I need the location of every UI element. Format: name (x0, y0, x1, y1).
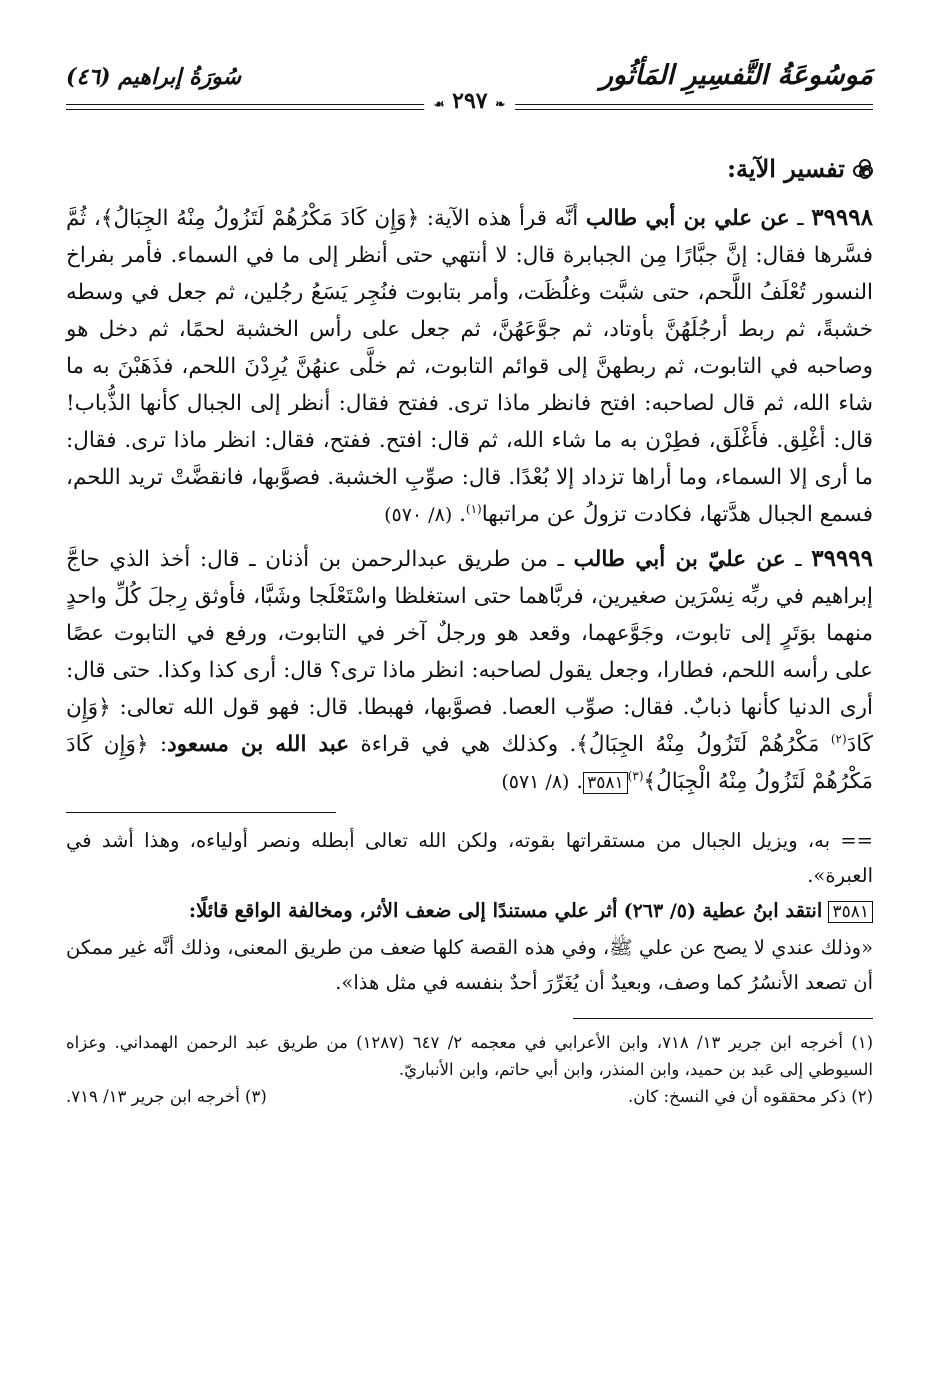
footnote-1: (١) أخرجه ابن جرير ١٣/ ٧١٨، وابن الأعرابي في معجمه ٢/ ٦٤٧ (١٢٨٧) من طريق عبد الرحمن الهمداني. وعزاه السيوطي إلى عَبد بن حميد، وابن المنذر، وابن أبي حاتم، وابن الأنباريّ. (66, 1033, 874, 1079)
reader-name: عبد الله بن مسعود (167, 732, 350, 757)
narration-paragraph: ٣٩٩٩٩ ـ عن عليّ بن أبي طالب ـ من طريق عبدالرحمن بن أذنان ـ قال: أخذ الذي حاجَّ إبراهيم في ربِّه نِسْرَين صغيرين، فربَّاهما حتى استغلظا واسْتَعْلَجا وشَبَّا، فأوثق رِجلَ كُلِّ واحدٍ منهما بوَتَرٍ إلى تابوت، وجَوَّعهما، وقعد هو ورجلٌ آخر في التابوت، ورفع في التابوت عصًا على رأسه اللحم، فطارا، وجعل يقول لصاحبه: انظر ماذا ترى؟ قال: أرى كذا وكذا. حتى قال: أرى الدنيا كأنها ذبابٌ. فقال: صوِّب العصا. فصوَّبها، فهبطا. قال: فهو قول الله تعالى: ﴿وَإِن كَادَ$^{(٢)}$ مَكْرُهُمْ لَتَزُولُ مِنْهُ الجِبَالُ﴾. وكذلك هي في قراءة عبد الله بن مسعود: ﴿وَإِن كَادَ مَكْرُهُمْ لَتَزُولُ مِنْهُ الْجِبَالُ﴾$^{(٣)}$٣٥٨١. (٨/ ٥٧١) (66, 545, 874, 794)
footnote-marker: (٣) (627, 768, 644, 783)
volume-reference: (٨/ ٥٧٠) (384, 504, 453, 526)
critic-tail: قائلًا: (188, 899, 229, 922)
surah-label: سُورَةُ إبراهيم (٤٦) (66, 64, 242, 90)
volume-reference: (٨/ ٥٧١) (501, 771, 570, 793)
footnotes (66, 1029, 873, 1110)
narrator: عن علي بن أبي طالب (585, 206, 790, 231)
commentary (66, 823, 873, 1000)
book-title: مَوسُوعَةُ التَّفسِيرِ المَأثُور (599, 60, 873, 91)
narration-text: مَكْرُهُمْ لَتَزُولُ مِنْهُ الجِبَالُ﴾. وكذلك هي في قراءة (360, 732, 820, 757)
narration-paragraph: ٣٩٩٩٨ ـ عن علي بن أبي طالب أنَّه قرأ هذه الآية: ﴿وَإِن كَادَ مَكْرُهُمْ لَتَزُولُ مِنْهُ الجِبَالُ﴾، ثُمَّ فسَّرها فقال: إنَّ جبَّارًا مِن الجبابرة قال: لا أنتهي حتى أنظر إلى ما في السماء. فأمر بفراخ النسور تُعْلَفُ اللَّحم، حتى شبَّت وغلُظَت، وأمر بتابوت فنُجِر يَسَعُ رجُلين، ثم جعل في وسطه خشبةً، ثم ربط أرجُلَهُنَّ بأوتاد، ثم جوَّعَهُنَّ، ثم جعل على رأس الخشبة لحمًا، ثم دخل هو وصاحبه في التابوت، ثم ربطهنَّ إلى قوائم التابوت، ثم خلَّى عنهُنَّ يُرِدْنَ اللحم، فذَهَبْنَ به ما شاء الله، ثم قال لصاحبه: افتح فانظر ماذا ترى. ففتح فقال: أنظر إلى الجبال كأنها الذُّباب! قال: أغْلِق. فأَغْلَق، فطِرْن به ما شاء الله، ثم قال: افتح. ففتح، فقال: انظر ماذا ترى. فقال: ما أرى إلا السماء، وما أراها تزداد إلا بُعْدًا. قال: صوِّبِ الخشبة. فصوَّبها، فانقضَّتْ تريد اللحم، فسمع الجبال هدَّتها، فكادت تزولُ عن مراتبها$^{(١)}$. (٨/ ٥٧٠) (66, 204, 873, 527)
footnote-marker: (١) (465, 501, 482, 516)
tafsir-body (66, 199, 873, 802)
narrator: عن عليّ بن أبي طالب (573, 547, 786, 572)
commentary-line: == به، ويزيل الجبال من مستقراتها بقوته، ولكن الله تعالى أبطله ونصر أولياءه، وهذا أشد في العبرة». (66, 829, 873, 887)
footnote-marker: (٢) (830, 731, 847, 746)
commentary-separator (66, 812, 336, 813)
critic-ref: (٥/ ٢٦٣) (623, 900, 696, 922)
footnote-3: (٣) أخرجه ابن جرير ١٣/ ٧١٩. (66, 1087, 267, 1106)
commentary-box: ٣٥٨١ (828, 901, 873, 923)
footnote-2: (٢) ذكر محققوه أن في النسخ: كان. (628, 1087, 873, 1106)
ornament-icon: ❧ (495, 97, 506, 111)
critic-name: انتقد ابنُ عطية (702, 899, 823, 922)
ornament-icon: ☙ (433, 97, 445, 111)
critic-quote: «وذلك عندي لا يصح عن علي ﷺ، وفي هذه القصة كلها ضعف من طريق المعنى، وذلك أنَّه غير ممكن أن تصعد الأنسُرُ كما وصف، وبعيدٌ أن يُغَرِّرَ أحدٌ بنفسه في مثل هذا». (66, 936, 873, 994)
critic-summary: أثر علي مستندًا إلى ضعف الأثر، ومخالفة الواقع (234, 899, 618, 922)
flower-icon (853, 159, 873, 179)
page-header (66, 58, 873, 118)
footnote-separator (573, 1018, 873, 1019)
narration-text: من طريق عبدالرحمن بن أذنان ـ قال: أخذ الذي حاجَّ إبراهيم في ربِّه نِسْرَين صغيرين، فربَّاهما حتى استغلظا واسْتَعْلَجا وشَبَّا، فأوثق رِجلَ كُلِّ واحدٍ منهما بوَتَرٍ إلى تابوت، وجَوَّعهما، وقعد هو ورجلٌ آخر في التابوت، ورفع في التابوت عصًا على رأسه اللحم، فطارا، وجعل يقول لصاحبه: انظر ماذا ترى؟ قال: أرى كذا وكذا. حتى قال: أرى الدنيا كأنها ذبابٌ. فقال: صوِّب العصا. فصوَّبها، فهبطا. قال: فهو قول الله تعالى: ﴿وَإِن كَادَ (66, 547, 874, 757)
commentary-link-box[interactable]: ٣٥٨١ (583, 772, 628, 794)
page-number: ❧ ٢٩٧ ☙ (424, 88, 516, 114)
narration-number: ٣٩٩٩٨ (811, 204, 873, 231)
section-title: تفسير الآية: (66, 154, 873, 183)
narration-number: ٣٩٩٩٩ (811, 545, 874, 572)
footnote-row (66, 1083, 873, 1110)
commentary-critique (66, 893, 873, 930)
narration-text: أنَّه قرأ هذه الآية: ﴿وَإِن كَادَ مَكْرُهُمْ لَتَزُولُ مِنْهُ الجِبَالُ﴾، ثُمَّ فسَّرها فقال: إنَّ جبَّارًا مِن الجبابرة قال: لا أنتهي حتى أنظر إلى ما في السماء. فأمر بفراخ النسور تُعْلَفُ اللَّحم، حتى شبَّت وغلُظَت، وأمر بتابوت فنُجِر يَسَعُ رجُلين، ثم جعل في وسطه خشبةً، ثم ربط أرجُلَهُنَّ بأوتاد، ثم جوَّعَهُنَّ، ثم جعل على رأس الخشبة لحمًا، ثم دخل هو وصاحبه في التابوت، ثم ربطهنَّ إلى قوائم التابوت، ثم خلَّى عنهُنَّ يُرِدْنَ اللحم، فذَهَبْنَ به ما شاء الله، ثم قال لصاحبه: افتح فانظر ماذا ترى. ففتح فقال: أنظر إلى الجبال كأنها الذُّباب! قال: أغْلِق. فأَغْلَق، فطِرْن به ما شاء الله، ثم قال: افتح. ففتح، فقال: انظر ماذا ترى. فقال: ما أرى إلا السماء، وما أراها تزداد إلا بُعْدًا. قال: صوِّبِ الخشبة. فصوَّبها، فانقضَّتْ تريد اللحم، فسمع الجبال هدَّتها، فكادت تزولُ عن مراتبها (66, 206, 873, 527)
narration-text: : ﴿وَإِن كَادَ مَكْرُهُمْ لَتَزُولُ مِنْهُ الْجِبَالُ﴾ (66, 732, 873, 794)
